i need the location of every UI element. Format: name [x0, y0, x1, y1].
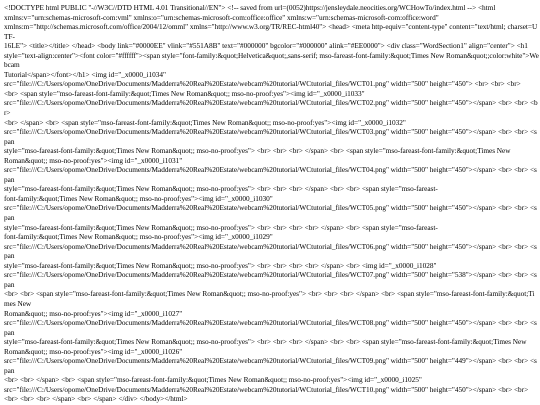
source-line: <br> <br> <br> </span> <br> </span> </div> </body></html>	[4, 394, 188, 404]
source-line: style="mso-fareast-font-family:&quot;Times New Roman&quot;; mso-no-proof:yes"> <br> <br> <br> </span> <br> <br> <span style="mso-fareast-	[4, 184, 438, 194]
source-line: Roman&quot;; mso-no-proof:yes"><img id="_x0000_i1027"	[4, 308, 183, 318]
source-line: src="file:///C:/Users/opome/OneDrive/Documents/Madderra%20Real%20Estate/webcam%20tutorial/WCtutorial_files/WCT08.png" width="500" height="450"></span> <br> <br> <span	[4, 318, 537, 337]
html-source-text	[4, 3, 540, 404]
source-line: src="file:///C:/Users/opome/OneDrive/Documents/Madderra%20Real%20Estate/webcam%20tutorial/WCtutorial_files/WCT02.png" width="500" height="450"></span> <br> <br> <br>	[4, 98, 538, 118]
source-line: xmlns:v="urn:schemas-microsoft-com:vml" xmlns:o="urn:schemas-microsoft-com:office:office" xmlns:w="urn:schemas-microsoft-com:office:word"	[4, 12, 439, 22]
source-line: style="text-align:center"><font color="#ffffff"><span style="font-family:&quot;Helvetica&quot;,sans-serif; mso-fareast-font-family:&quot;Times New Roman&quot;;color:white">Webcam	[4, 50, 539, 70]
source-line: <br> </span> <br> <span style="mso-fareast-font-family:&quot;Times New Roman&quot;; mso-no-proof:yes"><img id="_x0000_i1032"	[4, 117, 406, 127]
source-line: <br> <span style="mso-fareast-font-family:&quot;Times New Roman&quot;; mso-no-proof:yes"><img id="_x0000_i1033"	[4, 88, 365, 98]
page-source-view	[4, 3, 540, 404]
source-line: style="mso-fareast-font-family:&quot;Times New Roman&quot;; mso-no-proof:yes"> <br> <br> <br> <br> </span> <br> <img id="_x0000_i1028"	[4, 260, 437, 270]
source-line: src="file:///C:/Users/opome/OneDrive/Documents/Madderra%20Real%20Estate/webcam%20tutorial/WCtutorial_files/WCT01.png" width="500" height="450"> <br> <br> <br>	[4, 79, 521, 89]
source-line: font-family:&quot;Times New Roman&quot;; mso-no-proof:yes"><img id="_x0000_i1030"	[4, 193, 273, 203]
source-line: style="mso-fareast-font-family:&quot;Times New Roman&quot;; mso-no-proof:yes"> <br> <br> <br> <br> </span> <br> <span style="mso-fareast-	[4, 222, 438, 232]
source-line: src="file:///C:/Users/opome/OneDrive/Documents/Madderra%20Real%20Estate/webcam%20tutorial/WCtutorial_files/WCT04.png" width="500" height="450"></span> <br> <br> <span	[4, 165, 537, 184]
source-line: style="mso-fareast-font-family:&quot;Times New Roman&quot;; mso-no-proof:yes"> <br> <br> <br> </span> <br> <span style="mso-fareast-font-family:&quot;Times New	[4, 146, 511, 156]
source-line: Tutorial</span></font></h1> <img id="_x0000_i1034"	[4, 69, 166, 79]
source-line: src="file:///C:/Users/opome/OneDrive/Documents/Madderra%20Real%20Estate/webcam%20tutorial/WCtutorial_files/WCT07.png" width="500" height="538"></span> <br> <br> <span	[4, 270, 537, 289]
source-line: <br> <br> </span> <br> <span style="mso-fareast-font-family:&quot;Times New Roman&quot;; mso-no-proof:yes"><img id="_x0000_i1025"	[4, 375, 422, 385]
source-line: src="file:///C:/Users/opome/OneDrive/Documents/Madderra%20Real%20Estate/webcam%20tutorial/WCtutorial_files/WCT09.png" width="500" height="449"></span> <br> <br> <span	[4, 356, 537, 375]
source-line: xmlns:m="http://schemas.microsoft.com/office/2004/12/omml" xmlns="http://www.w3.org/TR/REC-html40"> <head> <meta http-equiv="content-type" content="text/html; charset=UTF-	[4, 22, 538, 41]
source-line: Roman&quot;; mso-no-proof:yes"><img id="_x0000_i1026"	[4, 346, 183, 356]
source-line: font-family:&quot;Times New Roman&quot;; mso-no-proof:yes"><img id="_x0000_i1029"	[4, 232, 273, 242]
source-line: <!DOCTYPE html PUBLIC "-//W3C//DTD HTML 4.01 Transitional//EN"> <!-- saved from url=(0052)https://jensleydale.neocities.org/WCHowTo/index.html --> <html	[4, 3, 496, 12]
source-line: style="mso-fareast-font-family:&quot;Times New Roman&quot;; mso-no-proof:yes"> <br> <br> <br> </span> <br> <br> <span style="mso-fareast-font-family:&quot;Times New	[4, 337, 527, 347]
source-line: Roman&quot;; mso-no-proof:yes"><img id="_x0000_i1031"	[4, 155, 183, 165]
source-line: src="file:///C:/Users/opome/OneDrive/Documents/Madderra%20Real%20Estate/webcam%20tutorial/WCtutorial_files/WCT10.png" width="500" height="450"></span> <br> <br>	[4, 384, 529, 394]
source-line: 16LE"> <title></title> </head> <body link="#0000EE" vlink="#551A8B" text="#000000" bgcolor="#000000" alink="#EE0000"> <div class="WordSection1" align="center"> <h1	[4, 41, 528, 51]
source-line: src="file:///C:/Users/opome/OneDrive/Documents/Madderra%20Real%20Estate/webcam%20tutorial/WCtutorial_files/WCT03.png" width="500" height="450"></span> <br> <br> <span	[4, 127, 537, 146]
source-line: src="file:///C:/Users/opome/OneDrive/Documents/Madderra%20Real%20Estate/webcam%20tutorial/WCtutorial_files/WCT06.png" width="500" height="450"></span> <br> <br> <span	[4, 241, 537, 261]
source-line: src="file:///C:/Users/opome/OneDrive/Documents/Madderra%20Real%20Estate/webcam%20tutorial/WCtutorial_files/WCT05.png" width="500" height="450"></span> <br> <br> <span	[4, 203, 537, 223]
source-line: <br> <br> <span style="mso-fareast-font-family:&quot;Times New Roman&quot;; mso-no-proof:yes"> <br> <br> <br> </span> <br> <span style="mso-fareast-font-family:&quot;Times New	[4, 289, 535, 308]
